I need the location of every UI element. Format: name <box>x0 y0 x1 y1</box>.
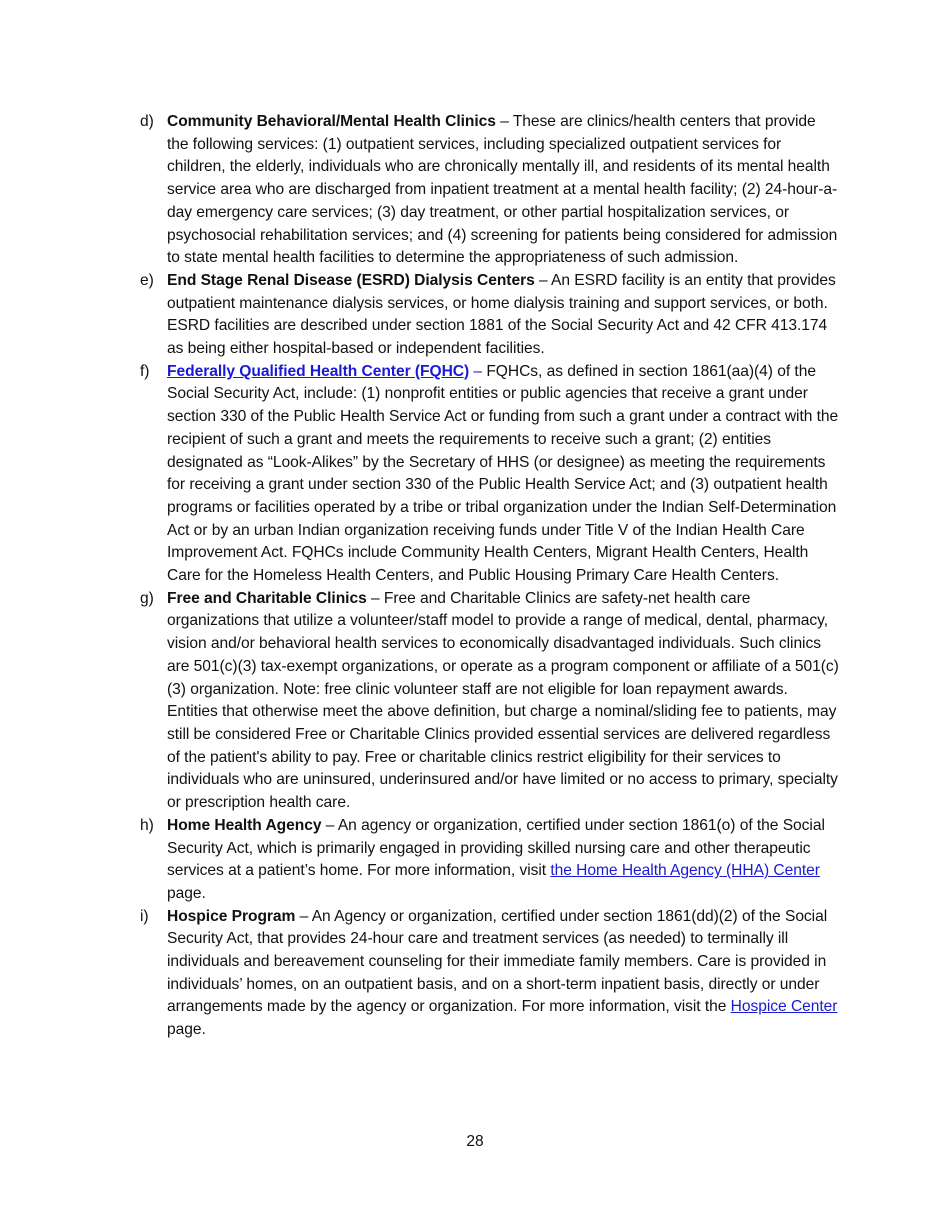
list-item-hospice-program <box>140 906 840 1042</box>
item-description-end: page. <box>167 884 206 902</box>
item-description: FQHCs, as defined in section 1861(aa)(4) of the Social Security Act, include: (1) nonprofit entities or public agencies that receive a grant under section 330 of the Public Health Service Act or funding from such a grant under a contract with the recipient of such a grant and meets the requirements to receive such a grant; (2) entities designated as “Look-Alikes” by the Secretary of HHS (or designee) as meeting the requirements for receiving a grant under section 330 of the Public Health Service Act; and (3) outpatient health programs or facilities operated by a tribe or tribal organization under the Indian Self-Determination Act or by an urban Indian organization receiving funds under Title V of the Indian Health Care Improvement Act. FQHCs include Community Health Centers, Migrant Health Centers, Health Care for the Homeless Health Centers, and Public Housing Primary Care Health Centers. <box>167 362 839 585</box>
term-heading: Home Health Agency <box>167 816 322 834</box>
item-description: An agency or organization, certified under section 1861(o) of the Social Security Act, which is primarily engaged in providing skilled nursing care and other therapeutic services at a patient’s home. For more information, visit <box>167 816 825 880</box>
term-dash: – <box>534 271 552 289</box>
list-item-home-health-agency <box>140 815 840 906</box>
list-item-esrd-dialysis <box>140 270 840 361</box>
term-heading: Community Behavioral/Mental Health Clinics <box>167 113 496 130</box>
page-number: 28 <box>466 1133 484 1150</box>
list-marker: e) <box>140 271 154 289</box>
list-marker: h) <box>140 816 154 834</box>
list-marker: d) <box>140 113 154 130</box>
term-dash: – <box>469 362 487 380</box>
term-heading: End Stage Renal Disease (ESRD) Dialysis Centers <box>167 271 535 289</box>
list-item-free-charitable-clinics <box>140 588 840 815</box>
list-marker: g) <box>140 589 154 607</box>
term-heading: Hospice Program <box>167 907 296 925</box>
item-description: These are clinics/health centers that provide the following services: (1) outpatient services, including specialized outpatient services for children, the elderly, individuals who are chronically mentally ill, and residents of its mental health service area who are discharged from inpatient treatment at a mental health facility; (2) 24-hour-a-day emergency care services; (3) day treatment, or other partial hospitalization services, or psychosocial rehabilitation services; and (4) screening for patients being considered for admission to state mental health facilities to determine the appropriateness of such admission. <box>167 113 838 267</box>
item-description: An ESRD facility is an entity that provides outpatient maintenance dialysis services, or home dialysis training and support services, or both. ESRD facilities are described under section 1881 of the Social Security Act and 42 CFR 413.174 as being either hospital-based or independent facilities. <box>167 271 836 358</box>
item-description: Free and Charitable Clinics are safety-net health care organizations that utilize a volunteer/staff model to provide a range of medical, dental, pharmacy, vision and/or behavioral health services to economically disadvantaged individuals. Such clinics are 501(c)(3) tax-exempt organizations, or operate as a program component or affiliate of a 501(c)(3) organization. Note: free clinic volunteer staff are not eligible for loan repayment awards. Entities that otherwise meet the above definition, but charge a nominal/sliding fee to patients, may still be considered Free or Charitable Clinics provided essential services are delivered regardless of the patient's ability to pay. Free or charitable clinics restrict eligibility for their services to individuals who are uninsured, underinsured and/or have limited or no access to primary, specialty or prescription health care. <box>167 589 839 812</box>
term-dash: – <box>366 589 384 607</box>
list-marker: i) <box>140 907 149 925</box>
term-heading: Free and Charitable Clinics <box>167 589 367 607</box>
facility-type-list <box>140 111 840 1042</box>
term-dash: – <box>495 113 513 130</box>
hospice-center-link[interactable]: Hospice Center <box>730 998 838 1016</box>
item-description: An Agency or organization, certified under section 1861(dd)(2) of the Social Security Act, that provides 24-hour care and treatment services (as needed) to terminally ill individuals and bereavement counseling for their immediate family members. Care is provided in individuals’ homes, on an outpatient basis, and on a short-term inpatient basis, directly or under arrangements made by the agency or organization. For more information, visit the <box>167 907 828 1016</box>
list-item-fqhc <box>140 361 840 588</box>
fqhc-link[interactable]: Federally Qualified Health Center (FQHC) <box>167 362 470 380</box>
term-dash: – <box>295 907 312 925</box>
term-dash: – <box>321 816 338 834</box>
list-item-community-behavioral-mental-health <box>140 111 840 270</box>
hha-center-link[interactable]: the Home Health Agency (HHA) Center <box>550 862 820 880</box>
item-description-end: page. <box>167 1021 206 1039</box>
list-marker: f) <box>140 362 150 380</box>
